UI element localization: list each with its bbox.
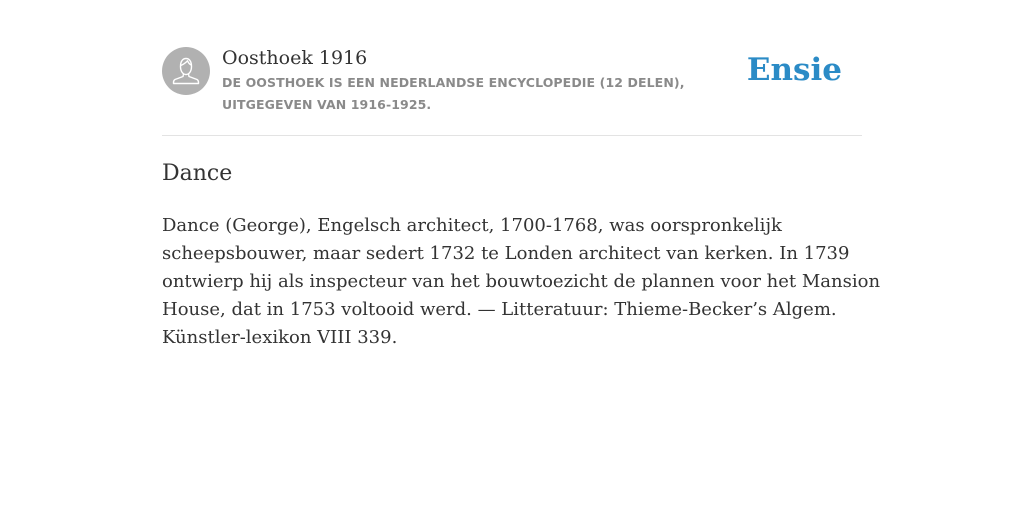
entry-body xyxy=(162,212,881,352)
brand-logo[interactable]: Ensie xyxy=(746,52,842,88)
entry-body-line: Künstler-lexikon VIII 339. xyxy=(162,327,398,348)
entry-body-line: Dance (George), Engelsch architect, 1700-1768, was oorspronkelijk xyxy=(162,215,782,236)
source-description: DE OOSTHOEK IS EEN NEDERLANDSE ENCYCLOPEDIE (12 DELEN), UITGEGEVEN VAN 1916-1925. xyxy=(222,75,685,112)
entry-body-line: scheepsbouwer, maar sedert 1732 te Londen architect van kerken. In 1739 xyxy=(162,243,850,264)
source-title[interactable]: Oosthoek 1916 xyxy=(222,47,368,69)
entry-title: Dance xyxy=(162,161,233,186)
source-header xyxy=(162,44,862,136)
entry-body-line: ontwierp hij als inspecteur van het bouwtoezicht de plannen voor het Mansion xyxy=(162,271,881,292)
entry-body-line: House, dat in 1753 voltooid werd. — Litteratuur: Thieme-Becker’s Algem. xyxy=(162,299,837,320)
user-silhouette-icon xyxy=(162,47,210,95)
divider xyxy=(162,135,862,136)
